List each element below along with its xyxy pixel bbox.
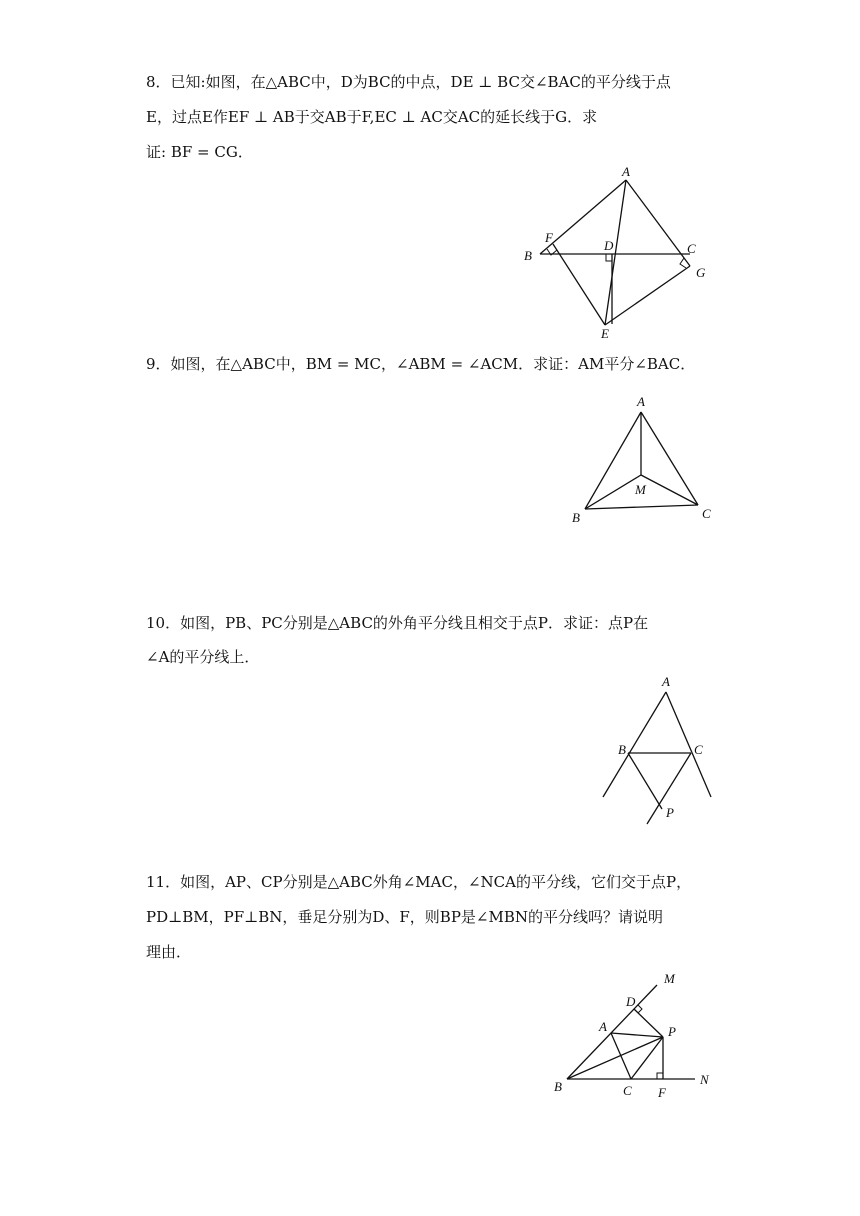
label-P: P: [666, 805, 674, 820]
label-A: A: [599, 1019, 607, 1034]
label-B: B: [554, 1079, 562, 1094]
problem-8-line-3: 证: BF = CG．: [146, 143, 253, 161]
label-N: N: [700, 1072, 709, 1087]
segment-AC: [611, 1033, 631, 1079]
segment-AG: [626, 180, 690, 266]
label-A: A: [637, 394, 645, 409]
segment-AB: [585, 412, 641, 509]
label-G: G: [696, 265, 706, 280]
label-P: P: [668, 1024, 676, 1039]
label-M: M: [635, 482, 646, 497]
label-F: F: [658, 1085, 666, 1100]
label-C: C: [702, 506, 711, 521]
problem-10-line-1: 10．如图，PB、PC分别是△ABC的外角平分线且相交于点P．求证：点P在: [146, 614, 649, 632]
problem-11-figure: [540, 960, 730, 1110]
problem-11-line-3: 理由．: [146, 943, 192, 961]
problem-10-figure: [590, 670, 730, 830]
problem-11-line-2: PD⊥BM，PF⊥BN，垂足分别为D、F，则BP是∠MBN的平分线吗？请说明: [146, 908, 663, 926]
label-B: B: [524, 248, 532, 263]
label-M: M: [664, 971, 675, 986]
label-C: C: [694, 742, 703, 757]
label-C: C: [623, 1083, 632, 1098]
problem-9-figure: [560, 388, 720, 528]
segment-EF: [553, 244, 605, 325]
label-C: C: [687, 241, 696, 256]
problem-11-line-1: 11．如图，AP、CP分别是△ABC外角∠MAC，∠NCA的平分线，它们交于点P，: [146, 873, 692, 891]
label-B: B: [572, 510, 580, 525]
label-B: B: [618, 742, 626, 757]
problem-8-figure: [500, 160, 730, 350]
problem-8-line-1: 8．已知:如图，在△ABC中，D为BC的中点，DE ⊥ BC交∠BAC的平分线于点: [146, 73, 671, 91]
segment-AP: [611, 1033, 663, 1037]
segment-EG: [605, 266, 690, 325]
problem-9-line-1: 9．如图，在△ABC中，BM = MC，∠ABM = ∠ACM．求证：AM平分∠BAC．: [146, 355, 696, 373]
ray-BM: [567, 985, 657, 1079]
bisector-BP: [628, 753, 662, 809]
right-angle-mark-D: [638, 1005, 642, 1013]
label-E: E: [601, 326, 609, 341]
label-F: F: [545, 230, 553, 245]
problem-8-line-2: E，过点E作EF ⊥ AB于交AB于F,EC ⊥ AC交AC的延长线于G．求: [146, 108, 598, 126]
segment-BM: [585, 475, 641, 509]
label-D: D: [626, 994, 636, 1009]
segment-BC: [585, 505, 698, 509]
segment-AC: [641, 412, 698, 505]
line-AB-extended: [603, 692, 666, 797]
right-angle-mark-F: [657, 1073, 663, 1079]
label-D: D: [604, 238, 614, 253]
problem-10-line-2: ∠A的平分线上．: [146, 648, 260, 666]
label-A: A: [662, 674, 670, 689]
right-angle-mark-D: [606, 254, 612, 261]
label-A: A: [622, 164, 630, 179]
